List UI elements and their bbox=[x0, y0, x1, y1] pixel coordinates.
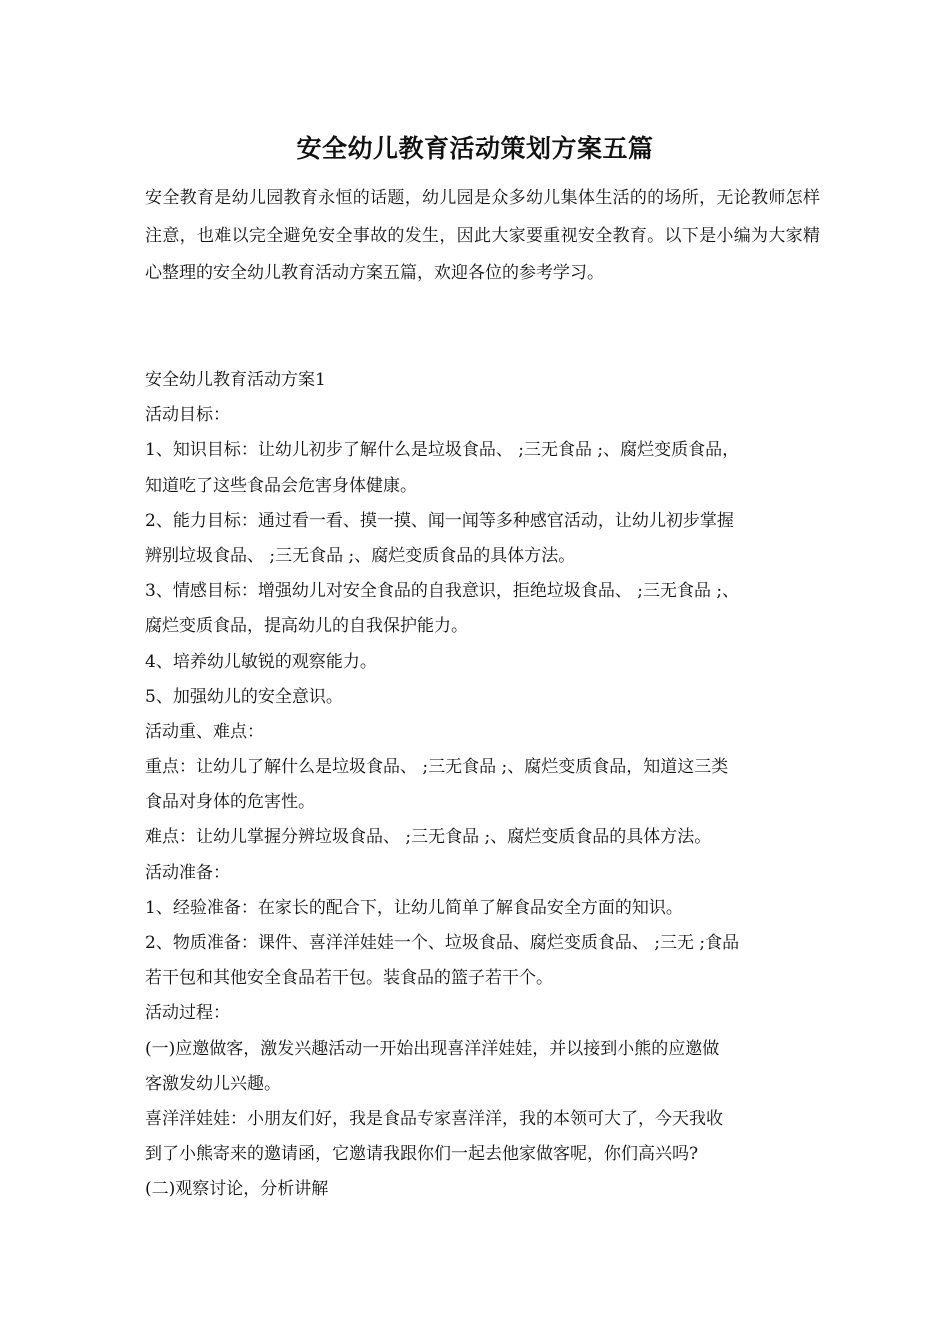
body-line: 安全幼儿教育活动方案1 bbox=[145, 370, 326, 390]
body-line: (一)应邀做客，激发兴趣活动一开始出现喜洋洋娃娃，并以接到小熊的应邀做 bbox=[145, 1038, 720, 1059]
intro-paragraph: 安全教育是幼儿园教育永恒的话题，幼儿园是众多幼儿集体生活的的场所，无论教师怎样注意，也难以完全避免安全事故的发生，因此大家要重视安全教育。以下是小编为大家精心整理的安全幼儿教育活动方案五篇，欢迎各位的参考学习。 bbox=[145, 188, 820, 283]
body-line: 难点：让幼儿掌握分辨垃圾食品、 ;三无食品 ;、腐烂变质食品的具体方法。 bbox=[145, 827, 712, 848]
body-line: 腐烂变质食品，提高幼儿的自我保护能力。 bbox=[145, 616, 468, 637]
body-line: 若干包和其他安全食品若干包。装食品的篮子若干个。 bbox=[145, 968, 553, 989]
body-line: 活动过程： bbox=[145, 1003, 230, 1024]
document-title: 安全幼儿教育活动策划方案五篇 bbox=[296, 134, 654, 163]
body-line: 活动准备： bbox=[145, 862, 230, 883]
body-line: 1、知识目标：让幼儿初步了解什么是垃圾食品、 ;三无食品 ;、腐烂变质食品， bbox=[145, 440, 740, 461]
document-body bbox=[145, 363, 820, 1208]
body-line: 客激发幼儿兴趣。 bbox=[145, 1073, 281, 1094]
body-line: 4、培养幼儿敏锐的观察能力。 bbox=[145, 651, 377, 672]
body-line: 2、能力目标：通过看一看、摸一摸、闻一闻等多种感官活动，让幼儿初步掌握 bbox=[145, 510, 734, 531]
body-line: 喜洋洋娃娃：小朋友们好，我是食品专家喜洋洋，我的本领可大了，今天我收 bbox=[145, 1108, 723, 1129]
body-line: 辨别垃圾食品、 ;三无食品 ;、腐烂变质食品的具体方法。 bbox=[145, 545, 576, 566]
body-line: 3、情感目标：增强幼儿对安全食品的自我意识，拒绝垃圾食品、 ;三无食品 ;、 bbox=[145, 581, 740, 602]
body-line: (二)观察讨论，分析讲解 bbox=[145, 1179, 329, 1200]
body-line: 5、加强幼儿的安全意识。 bbox=[145, 686, 343, 707]
body-line: 1、经验准备：在家长的配合下，让幼儿简单了解食品安全方面的知识。 bbox=[145, 897, 683, 918]
body-line: 2、物质准备：课件、喜洋洋娃娃一个、垃圾食品、腐烂变质食品、 ;三无 ;食品 bbox=[145, 933, 740, 953]
body-line: 食品对身体的危害性。 bbox=[145, 792, 315, 813]
body-line: 重点：让幼儿了解什么是垃圾食品、 ;三无食品 ;、腐烂变质食品，知道这三类 bbox=[145, 757, 729, 778]
body-line: 活动目标： bbox=[145, 405, 230, 426]
body-line: 知道吃了这些食品会危害身体健康。 bbox=[145, 475, 417, 496]
body-line: 活动重、难点： bbox=[145, 721, 264, 742]
body-line: 到了小熊寄来的邀请函，它邀请我跟你们一起去他家做客呢，你们高兴吗? bbox=[145, 1144, 699, 1165]
